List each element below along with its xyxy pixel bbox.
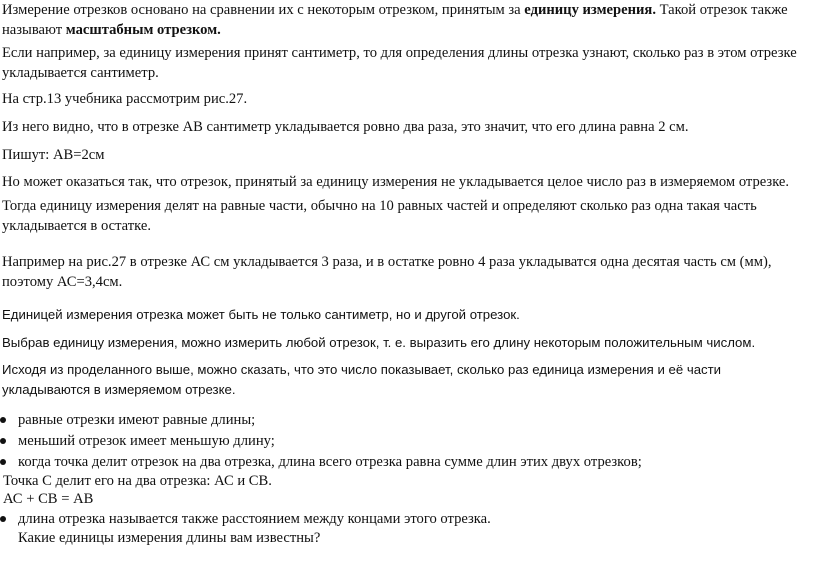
list-item-text: меньший отрезок имеет меньшую длину; [18, 433, 275, 449]
paragraph-ab-notation: Пишут: АВ=2см [2, 147, 105, 163]
paragraph-ac-example: Например на рис.27 в отрезке АС см укладывается 3 раза, и в остатке ровно 4 раза укладыватся одна десятая часть см (мм), поэтому АС=3,4см. [2, 254, 772, 290]
paragraph-not-whole: Но может оказаться так, что отрезок, принятый за единицу измерения не укладывается целое число раз в измеряемом отрезке. [2, 174, 790, 190]
list-item-text: равные отрезки имеют равные длины; [18, 412, 256, 428]
paragraph-textbook-ref: На стр.13 учебника рассмотрим рис.27. [2, 91, 248, 107]
paragraph-measure-any: Выбрав единицу измерения, можно измерить любой отрезок, т. е. выразить его длину некоторым положительным числом. [2, 335, 756, 350]
paragraph-unit-definition [2, 0, 812, 40]
text-span: Такой отрезок также называют [2, 2, 788, 38]
paragraph-divide-unit: Тогда единицу измерения делят на равные части, обычно на 10 равных частей и определяют сколько раз одна такая часть укладывается в остатке. [2, 198, 757, 234]
text-span: Измерение отрезков основано на сравнении их с некоторым отрезком, принятым за [2, 2, 525, 18]
bold-term-unit: единицу измерения. [524, 2, 656, 18]
bold-term-scale-segment: масштабным отрезком. [65, 22, 221, 38]
paragraph-conclusion: Исходя из проделанного выше, можно сказать, что это число показывает, сколько раз единица измерения и её части укладываются в измеряемом отрезке. [2, 362, 722, 397]
list-item-text: когда точка делит отрезок на два отрезка, длина всего отрезка равна сумме длин этих двух отрезков; [18, 454, 642, 470]
paragraph-other-unit: Единицей измерения отрезка может быть не только сантиметр, но и другой отрезок. [2, 307, 520, 322]
example-sum-formula: АС + СВ = АВ [3, 491, 94, 507]
paragraph-ab-two-cm: Из него видно, что в отрезке AB сантиметр укладывается ровно два раза, это значит, что его длина равна 2 см. [2, 119, 689, 135]
example-point-c: Точка С делит его на два отрезка: АС и СВ. [3, 473, 272, 489]
bullet-icon [0, 459, 6, 465]
paragraph-centimeter-example: Если например, за единицу измерения принят сантиметр, то для определения длины отрезка узнают, сколько раз в этом отрезке укладывается сантиметр. [2, 45, 797, 81]
bullet-icon [0, 438, 6, 444]
bullet-icon [0, 516, 6, 522]
question-line: Какие единицы измерения длины вам известны? [18, 530, 321, 546]
list-item-text: длина отрезка называется также расстоянием между концами этого отрезка. [18, 511, 491, 527]
bullet-icon [0, 417, 6, 423]
